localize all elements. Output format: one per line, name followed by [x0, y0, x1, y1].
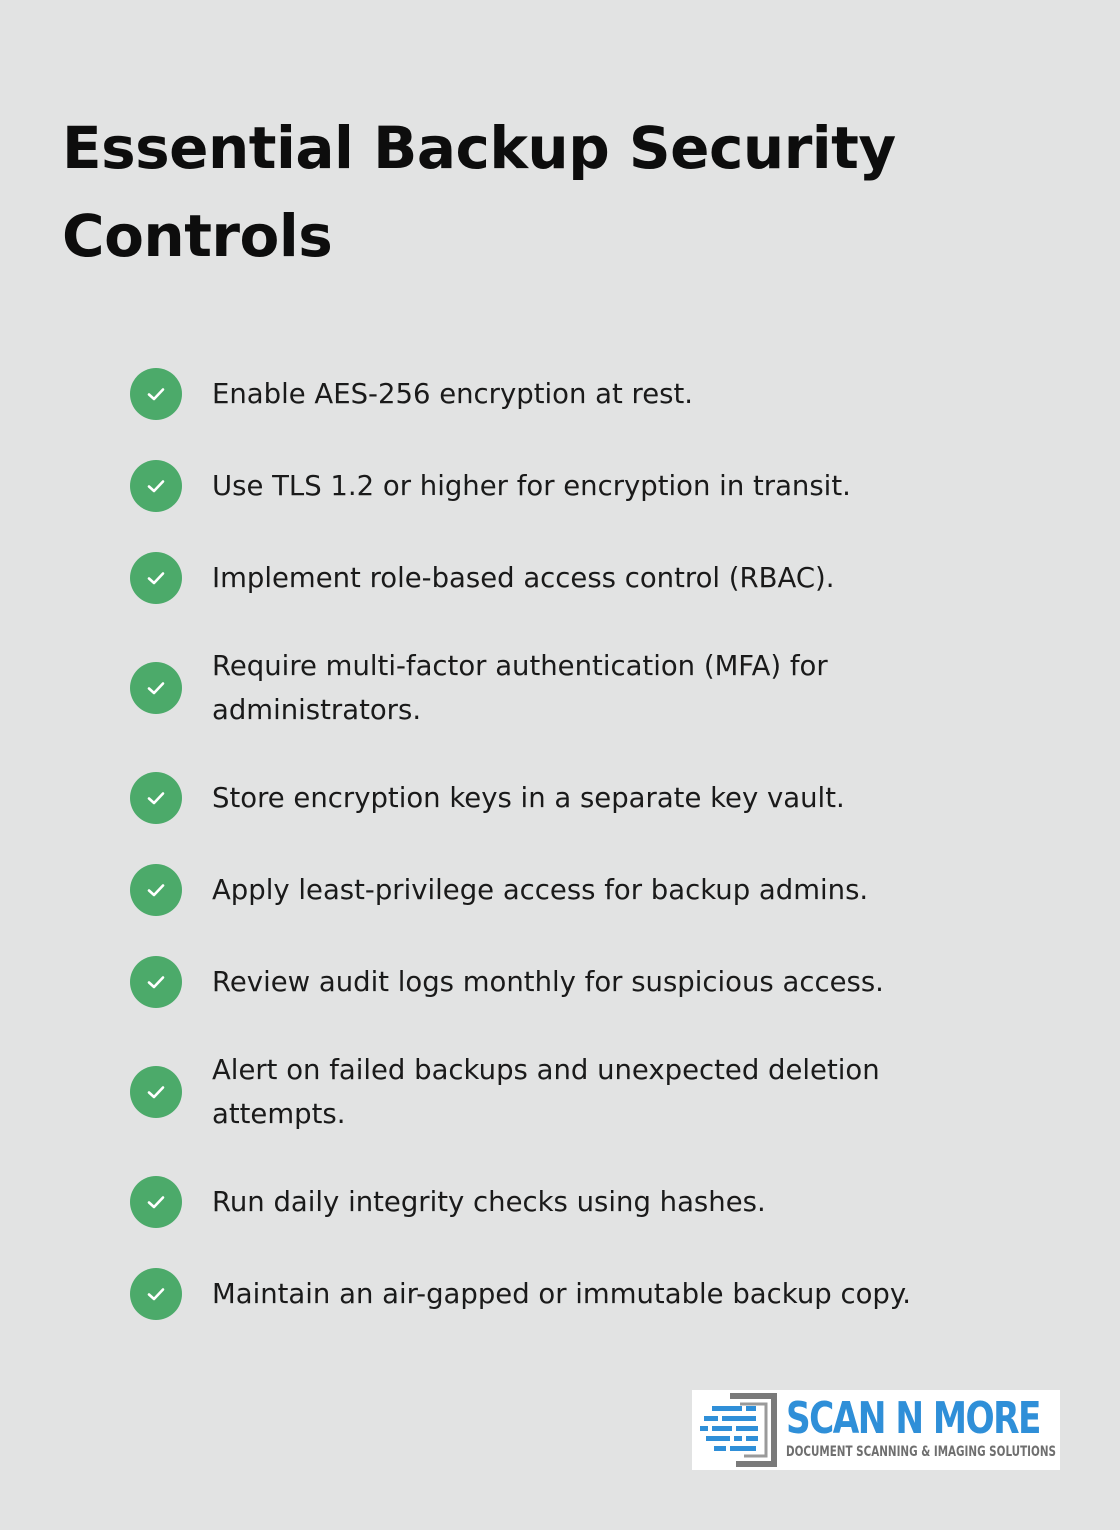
list-item — [130, 644, 1010, 732]
company-logo — [692, 1390, 1060, 1470]
list-item-text: Use TLS 1.2 or higher for encryption in transit. — [212, 470, 851, 502]
check-icon — [130, 864, 182, 916]
check-icon — [130, 1268, 182, 1320]
list-item-text: Require multi-factor authentication (MFA) for administrators. — [212, 650, 828, 726]
check-icon — [130, 956, 182, 1008]
check-icon — [130, 460, 182, 512]
list-item — [130, 772, 1010, 824]
list-item — [130, 956, 1010, 1008]
list-item-text: Run daily integrity checks using hashes. — [212, 1186, 766, 1218]
check-icon — [130, 772, 182, 824]
check-icon — [130, 368, 182, 420]
check-icon — [130, 552, 182, 604]
scanner-logo-icon — [696, 1392, 780, 1468]
list-item — [130, 1048, 1010, 1136]
check-icon — [130, 1066, 182, 1118]
list-item — [130, 1268, 1010, 1320]
logo-tagline: DOCUMENT SCANNING & IMAGING SOLUTIONS — [786, 1444, 1056, 1460]
page-title: Essential Backup Security Controls — [62, 114, 896, 270]
list-item — [130, 368, 1010, 420]
list-item-text: Store encryption keys in a separate key vault. — [212, 782, 845, 814]
list-item-text: Enable AES-256 encryption at rest. — [212, 378, 693, 410]
list-item-text: Maintain an air-gapped or immutable backup copy. — [212, 1278, 911, 1310]
list-item — [130, 1176, 1010, 1228]
logo-wordmark: SCAN N MORE — [786, 1393, 1040, 1444]
list-item-text: Apply least-privilege access for backup admins. — [212, 874, 869, 906]
list-item — [130, 460, 1010, 512]
list-item — [130, 552, 1010, 604]
list-item-text: Review audit logs monthly for suspicious access. — [212, 966, 884, 998]
check-icon — [130, 662, 182, 714]
check-icon — [130, 1176, 182, 1228]
list-item-text: Implement role-based access control (RBAC). — [212, 562, 835, 594]
list-item — [130, 864, 1010, 916]
list-item-text: Alert on failed backups and unexpected deletion attempts. — [212, 1054, 880, 1130]
